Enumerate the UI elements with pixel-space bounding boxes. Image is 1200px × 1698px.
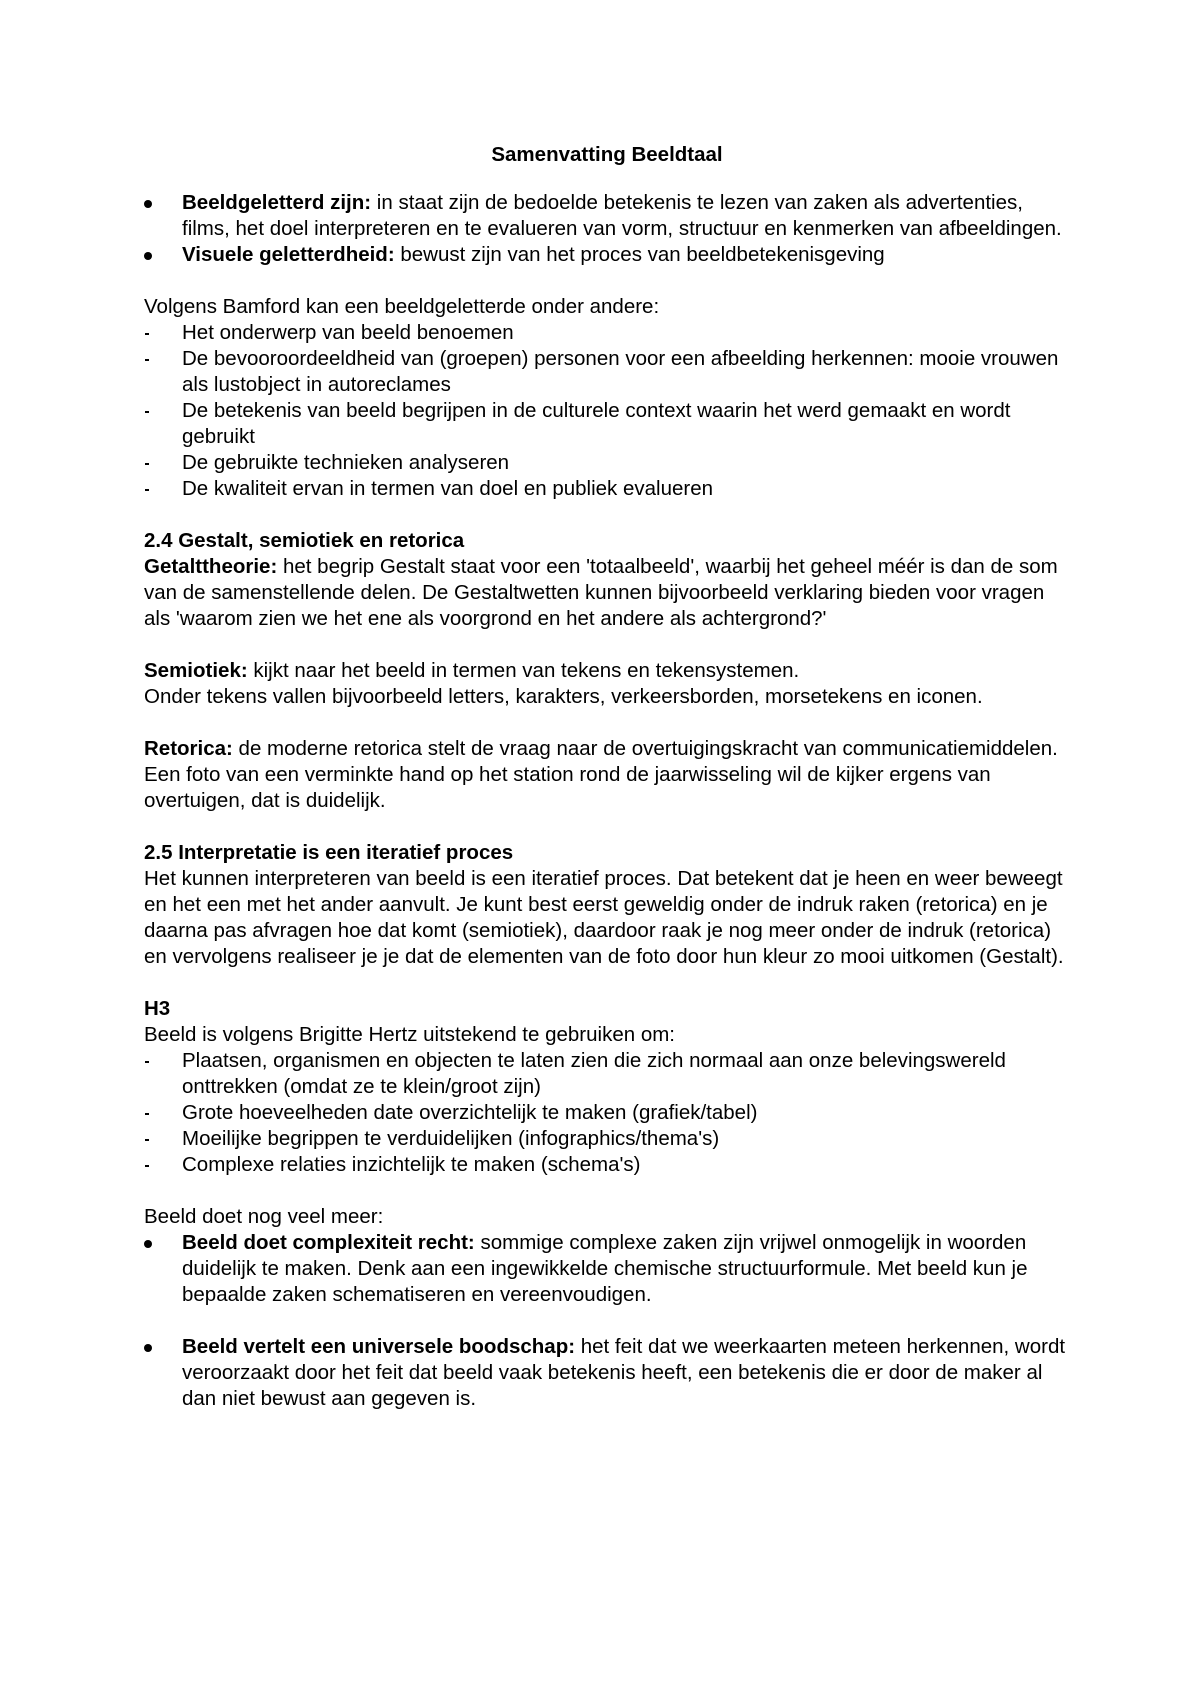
- definition: de moderne retorica stelt de vraag naar de overtuigingskracht van communicatiemiddelen. Een foto van een verminkte hand op het station rond de jaarwisseling wil de kijker ergens van overtuigen, dat is duidelijk.: [144, 737, 1058, 812]
- list-item: [144, 1230, 1068, 1308]
- hertz-list: [144, 1048, 1068, 1178]
- more-lead: Beeld doet nog veel meer:: [144, 1205, 384, 1228]
- definition: sommige complexe zaken zijn vrijwel onmogelijk in woorden duidelijk te maken. Denk aan een ingewikkelde chemische structuurformule. Met beeld kun je bepaalde zaken schematiseren en vereenvoudigen.: [182, 1231, 1028, 1306]
- list-item: [144, 1334, 1068, 1412]
- term: Beeld doet complexiteit recht:: [182, 1231, 475, 1254]
- term: Retorica:: [144, 737, 233, 760]
- document-title: Samenvatting Beeldtaal: [491, 143, 723, 166]
- section-heading-2-4: 2.4 Gestalt, semiotiek en retorica: [144, 529, 465, 552]
- hertz-lead: Beeld is volgens Brigitte Hertz uitstekend te gebruiken om:: [144, 1023, 675, 1046]
- section-heading-2-5: 2.5 Interpretatie is een iteratief proces: [144, 841, 514, 864]
- list-item: De betekenis van beeld begrijpen in de culturele context waarin het werd gemaakt en wordt gebruikt: [144, 398, 1068, 450]
- intro-bullet-list: [144, 190, 1068, 268]
- list-item: Complexe relaties inzichtelijk te maken (schema's): [144, 1152, 1068, 1178]
- list-item: Grote hoeveelheden date overzichtelijk te maken (grafiek/tabel): [144, 1100, 1068, 1126]
- more-bullet-list: [144, 1230, 1068, 1412]
- definition: het begrip Gestalt staat voor een 'totaalbeeld', waarbij het geheel méér is dan de som van de samenstellende delen. De Gestaltwetten kunnen bijvoorbeeld verklaring bieden voor vragen als 'waarom zien we het ene als voorgrond en het andere als achtergrond?': [144, 555, 1058, 630]
- gestalt-paragraph: [144, 554, 1068, 632]
- term: Beeldgeletterd zijn:: [182, 191, 372, 214]
- list-item: De kwaliteit ervan in termen van doel en publiek evalueren: [144, 476, 1068, 502]
- list-item: De bevooroordeeldheid van (groepen) personen voor een afbeelding herkennen: mooie vrouwen als lustobject in autoreclames: [144, 346, 1068, 398]
- semiotiek-paragraph: [144, 658, 1068, 684]
- section-heading-h3: H3: [144, 997, 171, 1020]
- term: Beeld vertelt een universele boodschap:: [182, 1335, 576, 1358]
- definition: bewust zijn van het proces van beeldbetekenisgeving: [394, 243, 885, 266]
- semiotiek-paragraph-2: Onder tekens vallen bijvoorbeeld letters, karakters, verkeersborden, morsetekens en iconen.: [144, 685, 983, 708]
- bamford-list: [144, 320, 1068, 502]
- retorica-paragraph: [144, 736, 1068, 814]
- interpretatie-paragraph: Het kunnen interpreteren van beeld is een iteratief proces. Dat betekent dat je heen en weer beweegt en het een met het ander aanvult. Je kunt best eerst geweldig onder de indruk raken (retorica) en je daarna pas afvragen hoe dat komt (semiotiek), daardoor raak je nog meer onder de indruk (retorica) en vervolgens realiseer je je dat de elementen van de foto door hun kleur zo mooi uitkomen (Gestalt).: [144, 867, 1064, 968]
- bamford-lead: Volgens Bamford kan een beeldgeletterde onder andere:: [144, 295, 660, 318]
- term: Visuele geletterdheid:: [182, 243, 395, 266]
- list-item: [144, 190, 1068, 242]
- list-item: Het onderwerp van beeld benoemen: [144, 320, 1068, 346]
- term: Semiotiek:: [144, 659, 248, 682]
- definition: het feit dat we weerkaarten meteen herkennen, wordt veroorzaakt door het feit dat beeld vaak betekenis heeft, een betekenis die er door de maker al dan niet bewust aan gegeven is.: [182, 1335, 1066, 1410]
- list-item: [144, 242, 1068, 268]
- list-item: Moeilijke begrippen te verduidelijken (infographics/thema's): [144, 1126, 1068, 1152]
- definition: in staat zijn de bedoelde betekenis te lezen van zaken als advertenties, films, het doel interpreteren en te evalueren van vorm, structuur en kenmerken van afbeeldingen.: [182, 191, 1062, 240]
- term: Getalttheorie:: [144, 555, 278, 578]
- list-item: De gebruikte technieken analyseren: [144, 450, 1068, 476]
- definition: kijkt naar het beeld in termen van tekens en tekensystemen.: [247, 659, 800, 682]
- list-item: Plaatsen, organismen en objecten te laten zien die zich normaal aan onze belevingswereld onttrekken (omdat ze te klein/groot zijn): [144, 1048, 1068, 1100]
